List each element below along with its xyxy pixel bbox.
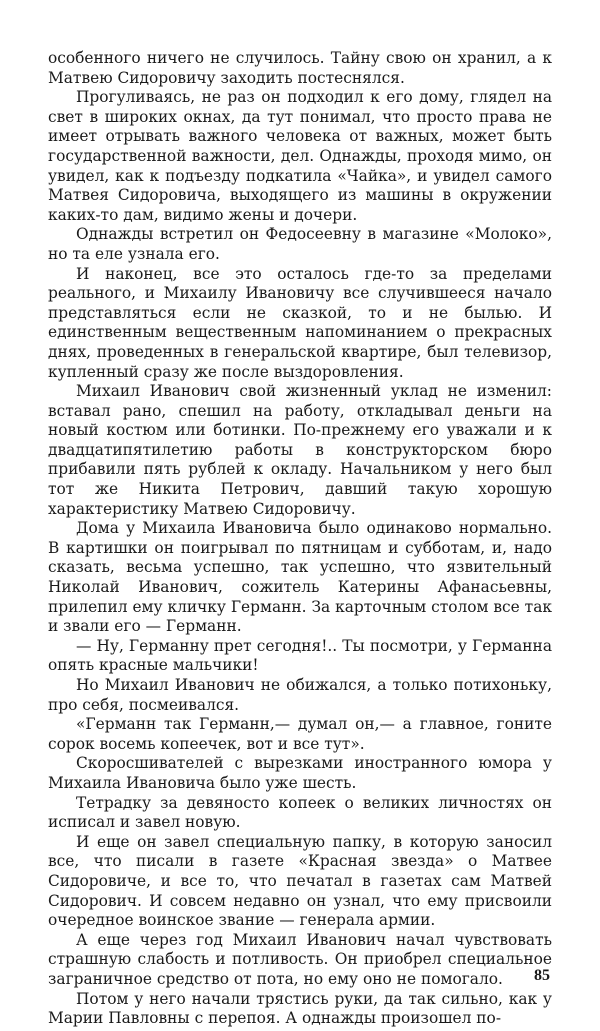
paragraph: Однажды встретил он Федосеевну в магазине «Молоко», но та еле узнала его. — [48, 225, 552, 263]
paragraph: особенного ничего не случилось. Тайну свою он хранил, а к Матвею Сидоровичу заходить постеснялся. — [48, 49, 552, 87]
paragraph: Михаил Иванович свой жизненный уклад не изменил: вставал рано, спешил на работу, откладывал деньги на новый костюм или ботинки. По-прежнему его уважали и к двадцатипятилетию работы в конструкторском бюро прибавили пять рублей к окладу. Начальником у него был тот же Никита Петрович, давший такую хорошую характеристику Матвею Сидоровичу. — [48, 382, 552, 518]
page-number: 85 — [534, 967, 550, 984]
paragraph: Потом у него начали трястись руки, да так сильно, как у Марии Павловны с перепоя. А однажды произошел по- — [48, 989, 552, 1028]
paragraph: Дома у Михаила Ивановича было одинаково нормально. В картишки он поигрывал по пятницам и субботам, и, надо сказать, весьма успешно, так успешно, что язвительный Николай Иванович, сожитель Катерины Афанасьевны, прилепил ему кличку Германн. За карточным столом все так и звали его — Германн. — [48, 519, 552, 636]
paragraph: А еще через год Михаил Иванович начал чувствовать страшную слабость и потливость. Он приобрел специальное заграничное средство от пота, но ему оно не помогало. — [48, 930, 552, 988]
page-text — [48, 49, 552, 1029]
paragraph: И наконец, все это осталось где-то за пределами реального, и Михаилу Ивановичу все случившееся начало представляться если не сказкой, то и не былью. И единственным вещественным напоминанием о прекрасных днях, проведенных в генеральской квартире, был телевизор, купленный сразу же после выздоровления. — [48, 264, 552, 381]
paragraph: — Ну, Германну прет сегодня!.. Ты посмотри, у Германна опять красные мальчики! — [48, 636, 552, 675]
paragraph: Тетрадку за девяносто копеек о великих личностях он исписал и завел новую. — [48, 793, 552, 832]
paragraph: Скоросшивателей с вырезками иностранного юмора у Михаила Ивановича было уже шесть. — [48, 754, 552, 792]
paragraph: Прогуливаясь, не раз он подходил к его дому, глядел на свет в широких окнах, да тут понимал, что просто права не имеет отрывать важного человека от важных, может быть государственной важности, дел. Однажды, проходя мимо, он увидел, как к подъезду подкатила «Чайка», и увидел самого Матвея Сидоровича, выходящего из машины в окружении каких-то дам, видимо жены и дочери. — [48, 88, 552, 224]
paragraph: Но Михаил Иванович не обижался, а только потихоньку, про себя, посмеивался. — [48, 676, 552, 714]
paragraph: «Германн так Германн,— думал он,— а главное, гоните сорок восемь копеечек, вот и все тут». — [48, 715, 552, 753]
paragraph: И еще он завел специальную папку, в которую заносил все, что писали в газете «Красная звезда» о Матвее Сидоровиче, и все то, что печатал в газетах сам Матвей Сидорович. И совсем недавно он узнал, что ему присвоили очередное воинское звание — генерала армии. — [48, 832, 552, 930]
